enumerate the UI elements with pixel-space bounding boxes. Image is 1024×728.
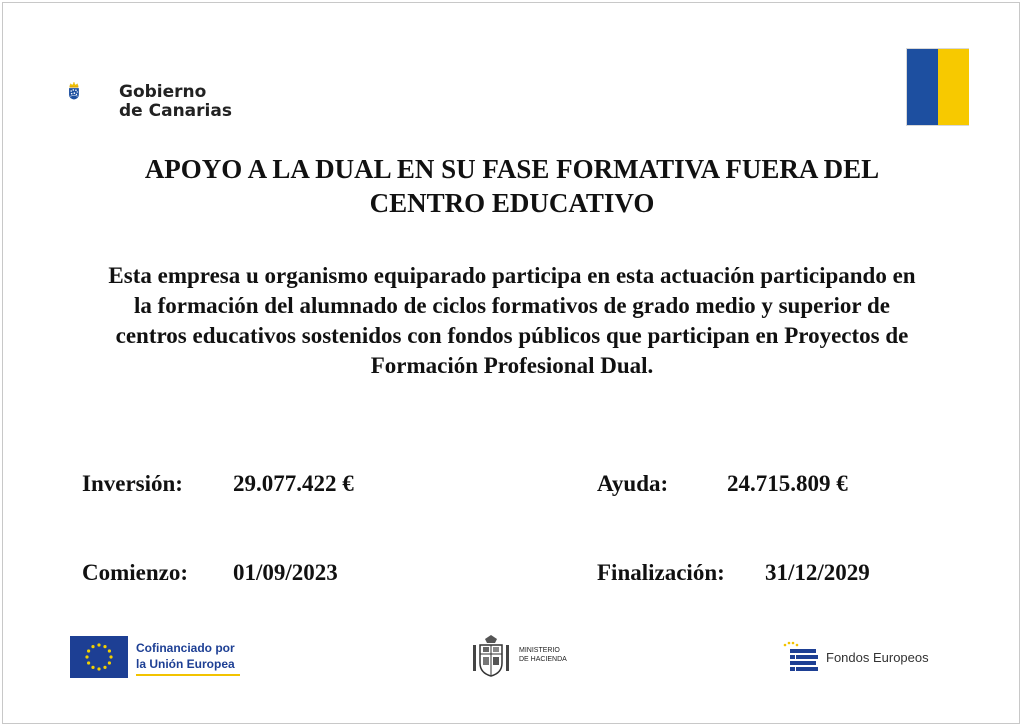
finalizacion-value: 31/12/2029: [765, 560, 870, 585]
spain-coat-of-arms-icon: [469, 633, 513, 679]
comienzo-label: Comienzo:: [82, 560, 189, 585]
ministerio-line2: DE HACIENDA: [519, 656, 567, 663]
page-title: [60, 152, 964, 220]
eu-flag-icon: [70, 636, 128, 678]
ministerio-line1: MINISTERIO: [519, 647, 560, 654]
eu-underline: [136, 674, 240, 676]
fondos-europeos-logo: [782, 640, 932, 674]
comienzo-value: 01/09/2023: [233, 560, 338, 585]
finalizacion-label: Finalización:: [597, 560, 725, 585]
inversion-label: Inversión:: [82, 471, 183, 496]
inversion-value: 29.077.422 €: [233, 471, 354, 496]
logo-line1: Gobierno: [119, 82, 207, 102]
ministerio-text: [519, 646, 567, 664]
eu-line2: la Unión Europea: [136, 657, 235, 671]
eu-text: [136, 640, 235, 672]
fondos-europeos-text: Fondos Europeos: [826, 650, 929, 665]
ayuda-value: 24.715.809 €: [727, 471, 848, 496]
gobierno-canarias-crest-icon: [68, 57, 113, 125]
description-line4: Formación Profesional Dual.: [370, 353, 654, 378]
description-line2: la formación del alumnado de ciclos formativos de grado medio y superior de: [134, 293, 890, 318]
ministerio-hacienda-logo: [469, 633, 579, 679]
description: [60, 261, 964, 381]
gobierno-canarias-logo-text: [119, 83, 232, 121]
eu-line1: Cofinanciado por: [136, 641, 235, 655]
description-line3: centros educativos sostenidos con fondos públicos que participan en Proyectos de: [115, 323, 909, 348]
title-line1: APOYO A LA DUAL EN SU FASE FORMATIVA FUERA DEL: [144, 154, 880, 184]
logo-line2: de Canarias: [119, 101, 232, 121]
fondos-europeos-icon: [782, 640, 822, 674]
title-line2: CENTRO EDUCATIVO: [369, 188, 655, 218]
ayuda-label: Ayuda:: [597, 471, 669, 496]
canarias-flag-icon: [906, 48, 969, 126]
eu-cofinanciado-logo: [70, 636, 242, 678]
description-line1: Esta empresa u organismo equiparado participa en esta actuación participando en: [108, 263, 916, 288]
